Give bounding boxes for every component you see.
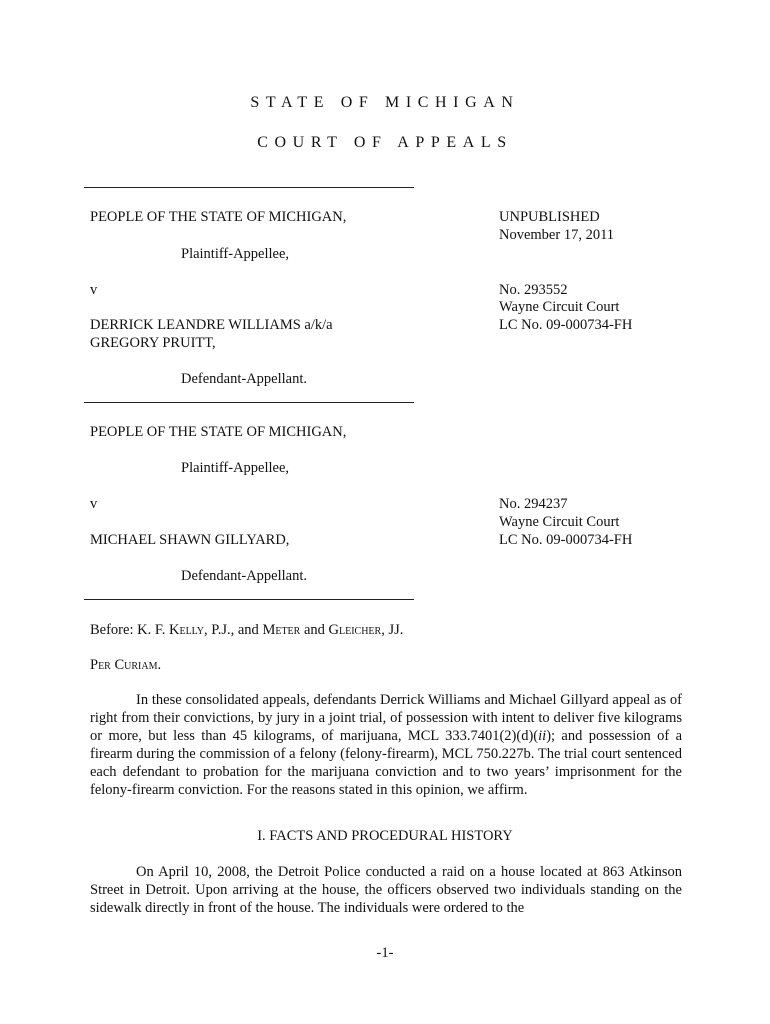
case1-plaintiff: PEOPLE OF THE STATE OF MICHIGAN, [90, 209, 347, 225]
facts-paragraph [90, 863, 682, 917]
panel-prefix: Before: K. F. [90, 622, 169, 638]
panel-pj: , P.J., and [204, 622, 263, 638]
section-heading: I. FACTS AND PROCEDURAL HISTORY [257, 828, 513, 844]
page-number: -1- [376, 945, 394, 961]
facts-text: On April 10, 2008, the Detroit Police conducted a raid on a house located at 863 Atkinson Street in Detroit. Upon arriving at the house, the officers observed two individuals standing on the sidewalk directly in front of the house. The individuals were ordered to the [90, 864, 682, 916]
per-text: Per [90, 657, 115, 673]
intro-text-a: In these consolidated appeals, defendants Derrick Williams and Michael Gillyard appeal as of right from their convictions, by jury in a joint trial, of possession with intent to deliver five kilograms or more, but less than 45 kilograms, of marijuana, MCL 333.7401(2)(d)( [90, 692, 682, 744]
case1-docket-number: No. 293552 [499, 282, 568, 298]
case2-versus: v [90, 496, 98, 512]
panel-and: and [300, 622, 329, 638]
case2-defendant-role: Defendant-Appellant. [181, 568, 308, 584]
case1-lc-number: LC No. 09-000734-FH [499, 317, 633, 333]
case1-plaintiff-role: Plaintiff-Appellee, [181, 246, 290, 262]
case1-defendant-role: Defendant-Appellant. [181, 371, 308, 387]
case1-court: Wayne Circuit Court [499, 299, 620, 315]
caption-divider-top [84, 187, 414, 188]
case2-court: Wayne Circuit Court [499, 514, 620, 530]
curiam-text: Curiam. [114, 657, 162, 673]
intro-italic: ii [538, 728, 547, 744]
panel-jj: , JJ. [381, 622, 404, 638]
judge-gleicher: Gleicher [328, 622, 382, 638]
case2-defendant: MICHAEL SHAWN GILLYARD, [90, 532, 290, 548]
intro-paragraph [90, 691, 682, 799]
case1-defendant-line2: GREGORY PRUITT, [90, 335, 216, 351]
judge-kelly: Kelly [168, 622, 205, 638]
per-curiam-label [90, 656, 161, 674]
state-heading: STATE OF MICHIGAN [250, 94, 520, 111]
case2-plaintiff-role: Plaintiff-Appellee, [181, 460, 290, 476]
case1-versus: v [90, 282, 98, 298]
caption-divider-bottom [84, 599, 414, 600]
caption-divider-middle [84, 402, 414, 403]
case2-docket-number: No. 294237 [499, 496, 568, 512]
case2-lc-number: LC No. 09-000734-FH [499, 532, 633, 548]
case1-status: UNPUBLISHED [499, 209, 600, 225]
intro-text-b: ); and possession of a firearm during the commission of a felony (felony-firearm), MCL 750.227b. The trial court sentenced each defendant to probation for the marijuana conviction and to two years’ imprisonment for the felony-firearm conviction. For the reasons stated in this opinion, we affirm. [90, 728, 683, 798]
case1-date: November 17, 2011 [499, 227, 615, 243]
panel-line [90, 621, 403, 639]
judge-meter: Meter [262, 622, 301, 638]
case2-plaintiff: PEOPLE OF THE STATE OF MICHIGAN, [90, 424, 347, 440]
case1-defendant-line1: DERRICK LEANDRE WILLIAMS a/k/a [90, 317, 333, 333]
court-heading: COURT OF APPEALS [257, 134, 513, 151]
